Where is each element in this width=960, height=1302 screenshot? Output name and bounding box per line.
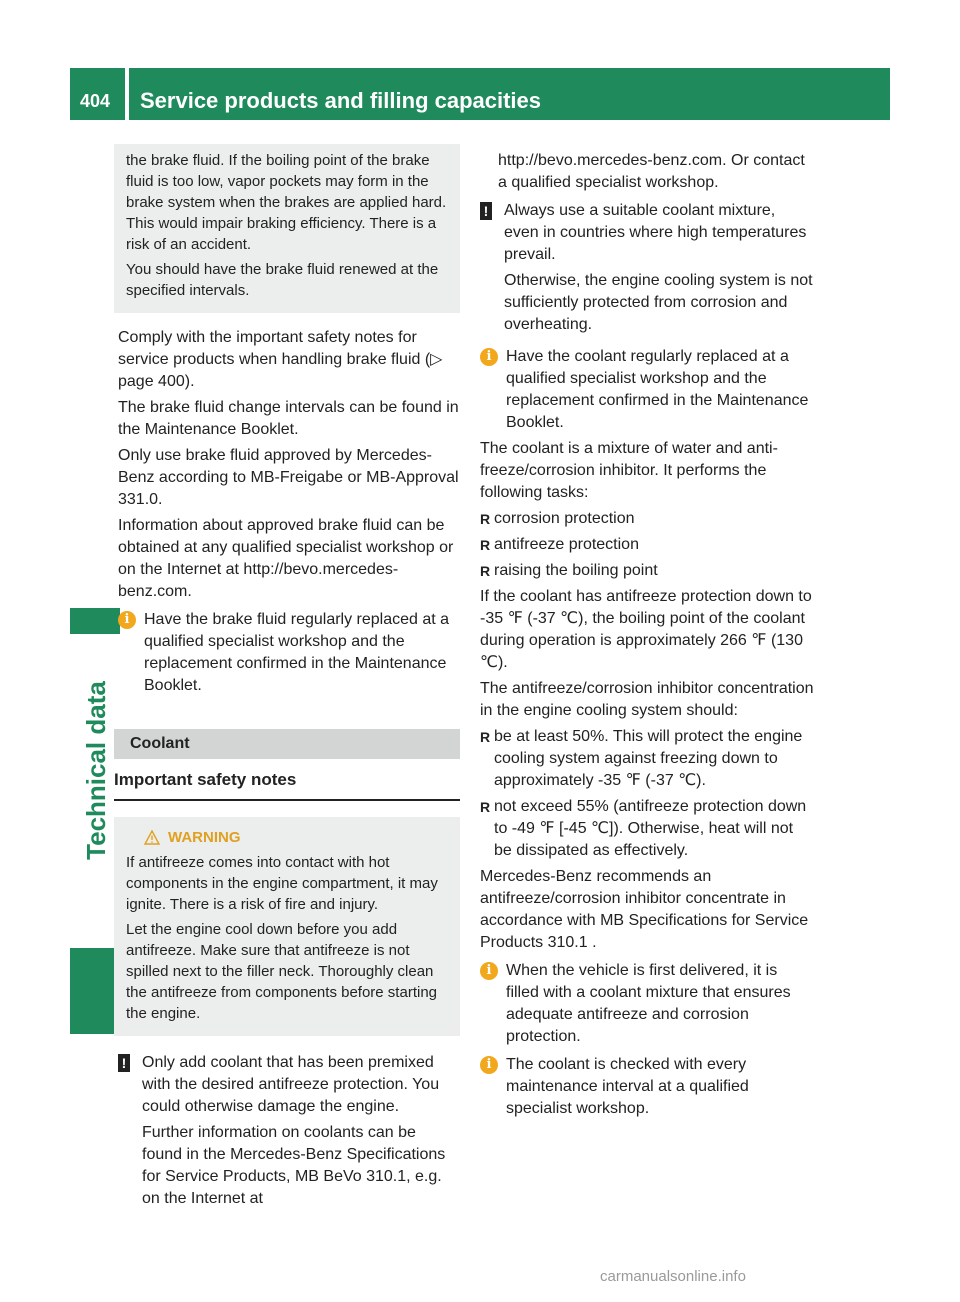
paragraph: The brake fluid change intervals can be found in the Maintenance Booklet. xyxy=(118,399,459,438)
info-note xyxy=(480,346,814,434)
notice xyxy=(118,1052,460,1214)
paragraph: The coolant is a mixture of water and anti-freeze/corrosion inhibitor. It performs the following tasks: xyxy=(480,440,778,501)
subsection-heading: Important safety notes xyxy=(114,765,460,801)
notice-text: Always use a suitable coolant mixture, even in countries where high temperatures prevail. xyxy=(504,202,807,263)
paragraph: Mercedes-Benz recommends an antifreeze/corrosion inhibitor concentrate in accordance with MB Specifications for Service Products 310.1 . xyxy=(480,868,809,951)
warning-text: If antifreeze comes into contact with hot components in the engine compartment, it may ignite. There is a risk of fire and injury. xyxy=(126,854,438,913)
right-column xyxy=(480,150,814,1124)
exclamation-icon: ! xyxy=(118,1054,130,1072)
side-tab-label: Technical data xyxy=(80,680,111,860)
section-title: Service products and filling capacities xyxy=(140,88,542,113)
section-heading: Coolant xyxy=(114,729,460,759)
notice-text: Only add coolant that has been premixed with the desired antifreeze protection. You could otherwise damage the engine. xyxy=(142,1054,440,1115)
warning-title: WARNING xyxy=(144,827,452,848)
left-column xyxy=(114,150,460,1218)
info-icon: i xyxy=(480,962,498,980)
info-text: When the vehicle is first delivered, it is filled with a coolant mixture that ensures adequate antifreeze and corrosion protection. xyxy=(506,962,791,1045)
warning-text: You should have the brake fluid renewed at the specified intervals. xyxy=(126,261,439,299)
exclamation-icon: ! xyxy=(480,202,492,220)
info-icon: i xyxy=(480,348,498,366)
paragraph: Only use brake fluid approved by Mercedes-Benz according to MB-Freigabe or MB-Approval 331.0. xyxy=(118,447,459,508)
paragraph: The antifreeze/corrosion inhibitor concentration in the engine cooling system should: xyxy=(480,680,814,719)
paragraph: If the coolant has antifreeze protection down to -35 ℉ (-37 ℃), the boiling point of the coolant during operation is approximately 266 ℉ (130 ℃). xyxy=(480,588,812,671)
paragraph: Comply with the important safety notes for service products when handling brake fluid (▷ page 400). xyxy=(118,329,443,390)
header-divider xyxy=(125,68,129,120)
warning-triangle-icon xyxy=(144,830,160,845)
info-icon: i xyxy=(480,1056,498,1074)
brake-fluid-warning-continued xyxy=(114,144,460,313)
info-text: The coolant is checked with every maintenance interval at a qualified specialist workshop. xyxy=(506,1056,749,1117)
side-tab-block xyxy=(70,948,120,1034)
page-number: 404 xyxy=(80,91,111,111)
list-item: R corrosion protection xyxy=(480,510,635,527)
list-item: R not exceed 55% (antifreeze protection down to -49 ℉ [-45 ℃]). Otherwise, heat will not be dissipated as effectively. xyxy=(480,798,807,859)
notice-text: Otherwise, the engine cooling system is not sufficiently protected from corrosion and overheating. xyxy=(504,272,813,333)
watermark: carmanualsonline.info xyxy=(600,1268,746,1285)
list-item: R be at least 50%. This will protect the engine cooling system against freezing down to approximately -35 ℉ (-37 ℃). xyxy=(480,728,803,789)
info-icon: i xyxy=(118,611,136,629)
paragraph: Information about approved brake fluid can be obtained at any qualified specialist workshop or on the Internet at http://bevo.mercedes-benz.com. xyxy=(118,517,454,600)
warning-text: the brake fluid. If the boiling point of the brake fluid is too low, vapor pockets may form in the brake system when the brakes are applied hard. This would impair braking efficiency. There is a risk of an accident. xyxy=(126,152,447,253)
notice-text: http://bevo.mercedes-benz.com. Or contact a qualified specialist workshop. xyxy=(498,152,805,191)
notice-text: Further information on coolants can be found in the Mercedes-Benz Specifications for Service Products, MB BeVo 310.1, e.g. on the Internet at xyxy=(142,1124,446,1207)
list-item: R antifreeze protection xyxy=(480,536,639,553)
info-note xyxy=(480,1054,814,1120)
info-text: Have the coolant regularly replaced at a qualified specialist workshop and the replacement confirmed in the Maintenance Booklet. xyxy=(506,348,809,431)
info-note xyxy=(118,609,460,697)
info-note xyxy=(480,960,814,1048)
warning-text: Let the engine cool down before you add antifreeze. Make sure that antifreeze is not spilled next to the filler neck. Thoroughly clean the antifreeze from components before starting the engine. xyxy=(126,921,438,1022)
info-text: Have the brake fluid regularly replaced at a qualified specialist workshop and the replacement confirmed in the Maintenance Booklet. xyxy=(144,611,450,694)
list-item: R raising the boiling point xyxy=(480,562,658,579)
notice xyxy=(480,200,814,340)
warning-box xyxy=(114,817,460,1036)
